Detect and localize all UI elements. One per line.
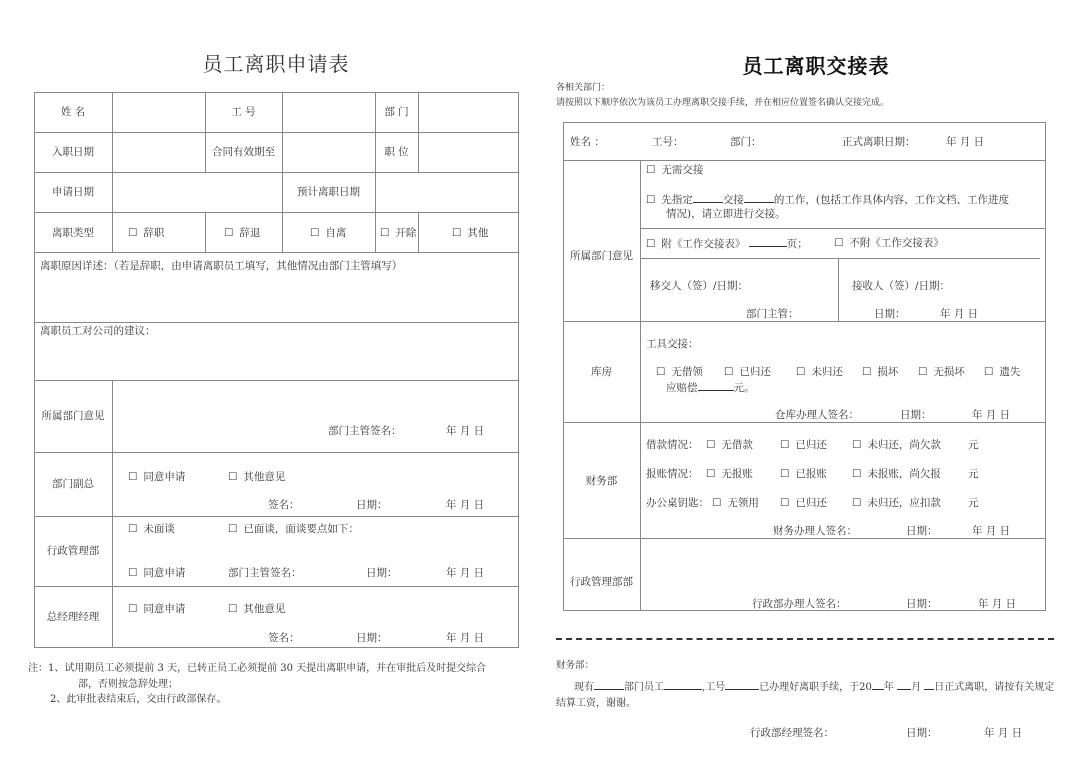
blank-day[interactable]	[924, 680, 934, 690]
handover-id-label: 工号：	[652, 136, 684, 148]
dept-date: 年 月 日	[940, 308, 979, 320]
notice-l1d: 已办理好离职手续，于20	[759, 682, 872, 693]
blank-designee[interactable]	[693, 193, 723, 203]
label-position: 职 位	[384, 146, 409, 158]
label-name: 姓 名	[60, 106, 86, 118]
handover-leave-date-label: 正式离职日期：	[842, 136, 916, 148]
right-form-title: 员工离职交接表	[742, 54, 890, 78]
label-contract-end: 合同有效期至	[212, 146, 275, 158]
gm-label: 总经理经理	[46, 611, 100, 623]
note-1: 注：1、试用期员工必须提前 3 天，已转正员工必须提前 30 天提出离职申请，并在审批后及时提交综合	[28, 663, 487, 674]
dept-section-label: 所属部门意见	[570, 250, 633, 262]
leave-reason-label: 离职原因详述：（若是辞职，由申请离职员工填写，其他情况由部门主管填写）	[40, 260, 403, 272]
warehouse-signature-label: 仓库办理人签名：	[775, 409, 859, 421]
handover-name-label: 姓名 ：	[570, 136, 605, 148]
dept-opinion-date: 年 月 日	[446, 425, 485, 437]
warehouse-lost-checkbox[interactable]: ☐ 遗失	[984, 366, 1020, 378]
tool-handover-label: 工具交接：	[646, 338, 699, 350]
handover-dept-label: 部门：	[730, 136, 762, 148]
gm-date: 年 月 日	[446, 632, 485, 644]
admin-manager-signature-label: 行政部经理签名：	[750, 727, 834, 739]
compensation-line	[666, 381, 755, 394]
admin-label: 行政管理部	[46, 545, 100, 557]
loan-returned-checkbox[interactable]: ☐ 已归还	[780, 439, 827, 451]
designate-line	[646, 193, 1009, 206]
transferor-signature-label: 移交人（签）/日期：	[650, 280, 749, 292]
checkbox-dismissed[interactable]: ☐ 辞退	[224, 227, 260, 239]
notice-l1c: ,工号	[702, 682, 726, 693]
key-deduct-checkbox[interactable]: ☐ 未归还，应扣款	[852, 497, 941, 509]
key-label: 办公桌钥匙：	[646, 497, 709, 509]
admin-date-label: 日期：	[366, 567, 398, 579]
loan-label: 借款情况：	[646, 439, 699, 451]
dept-date-label: 日期：	[874, 308, 906, 320]
finance-date: 年 月 日	[972, 525, 1011, 537]
notice-l1b: 部门员工	[624, 682, 664, 693]
warehouse-undamaged-checkbox[interactable]: ☐ 无损坏	[918, 366, 965, 378]
vice-signature-label: 签名：	[268, 499, 300, 511]
warehouse-date: 年 月 日	[972, 409, 1011, 421]
vice-label: 部门副总	[52, 478, 94, 490]
gm-signature-label: 签名：	[268, 632, 300, 644]
loan-none-checkbox[interactable]: ☐ 无借款	[706, 439, 753, 451]
dept-opinion-label: 所属部门意见	[41, 410, 105, 422]
blank-pages[interactable]	[749, 237, 787, 247]
reimb-none-checkbox[interactable]: ☐ 无报账	[706, 468, 753, 480]
label-department: 部 门	[384, 106, 409, 118]
admin-date: 年 月 日	[446, 567, 485, 579]
intro-recipients: 各相关部门：	[556, 83, 611, 93]
gm-date-label: 日期：	[356, 632, 388, 644]
receiver-signature-label: 接收人（签）/日期：	[852, 280, 951, 292]
admin-handover-signature-label: 行政部办理人签名：	[752, 598, 847, 610]
dept-supervisor-label: 部门主管：	[746, 308, 799, 320]
admin-manager-date: 年 月 日	[984, 727, 1023, 739]
blank-employee[interactable]	[664, 680, 702, 690]
gm-agree-checkbox[interactable]: ☐ 同意申请	[128, 603, 185, 615]
reimb-pending-checkbox[interactable]: ☐ 未报账，尚欠报	[852, 468, 941, 480]
vice-other-checkbox[interactable]: ☐ 其他意见	[228, 471, 285, 483]
key-returned-checkbox[interactable]: ☐ 已归还	[780, 497, 827, 509]
admin-manager-date-label: 日期：	[906, 727, 938, 739]
gm-other-checkbox[interactable]: ☐ 其他意见	[228, 603, 285, 615]
vice-agree-checkbox[interactable]: ☐ 同意申请	[128, 471, 185, 483]
cut-line	[556, 638, 1054, 640]
label-expected-leave-date: 预计离职日期	[297, 186, 360, 198]
checkbox-resign[interactable]: ☐ 辞职	[128, 227, 164, 239]
notice-l1f: 月	[911, 682, 922, 693]
admin-supervisor-signature-label: 部门主管签名：	[228, 567, 302, 579]
no-attach-checkbox[interactable]: ☐ 不附《工作交接表》	[834, 237, 944, 249]
no-handover-checkbox[interactable]: ☐ 无需交接	[646, 164, 703, 176]
notice-l1a: 现有	[574, 682, 594, 693]
admin-agree-checkbox[interactable]: ☐ 同意申请	[128, 567, 185, 579]
checkbox-expelled[interactable]: ☐ 开除	[380, 227, 416, 239]
vice-date-label: 日期：	[356, 499, 388, 511]
designate-a: 先指定	[661, 194, 693, 206]
label-leave-type: 离职类型	[52, 227, 94, 239]
note-1-cont: 部，否则按急辞处理；	[78, 679, 178, 690]
notice-line-1	[574, 680, 1054, 694]
reimb-yuan: 元	[968, 468, 979, 480]
vice-date: 年 月 日	[446, 499, 485, 511]
left-form-title: 员工离职申请表	[202, 52, 350, 76]
blank-year[interactable]	[872, 680, 884, 690]
handover-leave-date: 年 月 日	[946, 136, 985, 148]
designate-d: 情况)，请立即进行交接。	[666, 208, 786, 220]
attach-line	[646, 237, 808, 250]
warehouse-returned-checkbox[interactable]: ☐ 已归还	[724, 366, 771, 378]
admin-interviewed-checkbox[interactable]: ☐ 已面谈，面谈要点如下：	[228, 523, 359, 535]
warehouse-not-returned-checkbox[interactable]: ☐ 未归还	[796, 366, 843, 378]
blank-compensation[interactable]	[698, 381, 734, 391]
finance-signature-label: 财务办理人签名：	[773, 525, 857, 537]
blank-receiver[interactable]	[744, 193, 774, 203]
admin-handover-date: 年 月 日	[978, 598, 1017, 610]
warehouse-date-label: 日期：	[900, 409, 932, 421]
attach-b: 页；	[786, 238, 808, 250]
finance-date-label: 日期：	[906, 525, 938, 537]
admin-handover-label: 行政管理部部	[570, 576, 633, 588]
reimb-done-checkbox[interactable]: ☐ 已报账	[780, 468, 827, 480]
warehouse-label: 库房	[591, 366, 612, 378]
warehouse-damaged-checkbox[interactable]: ☐ 损坏	[862, 366, 898, 378]
dept-supervisor-signature-label: 部门主管签名：	[328, 425, 402, 437]
notice-l1e: 年	[883, 682, 894, 693]
checkbox-other[interactable]: ☐ 其他	[452, 227, 488, 239]
notice-l1g: 日正式离职，请按有关规定	[934, 682, 1055, 693]
intro-instructions: 请按照以下顺序依次为该员工办理离职交接手续，并在相应位置签名确认交接完成。	[556, 98, 890, 108]
blank-dept[interactable]	[594, 680, 624, 690]
label-hire-date: 入职日期	[52, 146, 94, 158]
key-none-checkbox[interactable]: ☐ 无领用	[712, 497, 759, 509]
admin-handover-date-label: 日期：	[906, 598, 938, 610]
checkbox-self-leave[interactable]: ☐ 自离	[310, 227, 346, 239]
warehouse-none-checkbox[interactable]: ☐ 无借领	[656, 366, 703, 378]
label-application-date: 申请日期	[52, 186, 94, 198]
label-employee-id: 工 号	[231, 106, 256, 118]
blank-id[interactable]	[725, 680, 759, 690]
designate-b: 交接	[722, 194, 744, 206]
admin-not-interviewed-checkbox[interactable]: ☐ 未面谈	[128, 523, 175, 535]
blank-month[interactable]	[897, 680, 911, 690]
notice-line-2: 结算工资，谢谢。	[556, 698, 636, 709]
key-yuan: 元	[968, 497, 979, 509]
note-2: 2、此审批表结束后，交由行政部保存。	[50, 694, 227, 705]
compensate-b: 元。	[733, 382, 755, 394]
loan-yuan: 元	[968, 439, 979, 451]
designate-c: 的工作，(包括工作具体内容、工作文档、工作进度	[773, 194, 1010, 206]
notice-recipient: 财务部：	[556, 660, 595, 671]
suggestion-label: 离职员工对公司的建议：	[40, 325, 156, 337]
compensate-a: 应赔偿	[666, 382, 698, 394]
finance-label: 财务部	[585, 475, 618, 487]
reimb-label: 报账情况：	[646, 468, 699, 480]
attach-a: 附《工作交接表》	[661, 238, 746, 250]
loan-outstanding-checkbox[interactable]: ☐ 未归还，尚欠款	[852, 439, 941, 451]
